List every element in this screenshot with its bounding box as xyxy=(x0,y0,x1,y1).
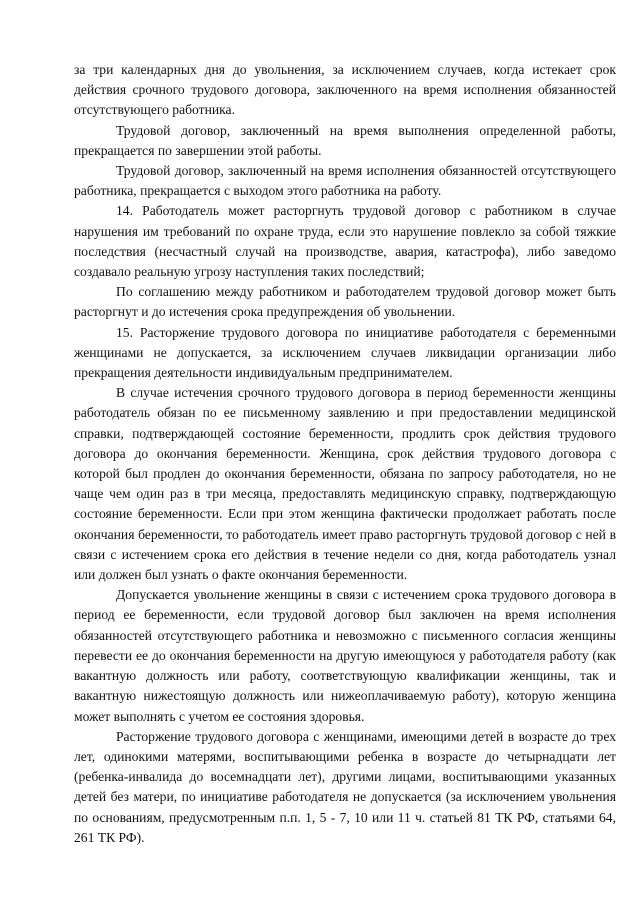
paragraph: Допускается увольнение женщины в связи с истечением срока трудового договора в период ее беременности, если трудовой договор был заключен на время исполнения обязанностей отсутствующего работника и невозможно с письменного согласия женщины перевести ее до окончания беременности на другую имеющуюся у работодателя работу (как вакантную должность или работу, соответствующую квалификации женщины, так и вакантную нижестоящую должность или нижеоплачиваемую работу), которую женщина может выполнять с учетом ее состояния здоровья. xyxy=(74,587,616,724)
document-page xyxy=(74,60,616,848)
paragraph: Расторжение трудового договора с женщинами, имеющими детей в возрасте до трех лет, одинокими матерями, воспитывающими ребенка в возрасте до четырнадцати лет (ребенка-инвалида до восемнадцати лет), другими лицами, воспитывающими указанных детей без матери, по инициативе работодателя не допускается (за исключением увольнения по основаниям, предусмотренным п.п. 1, 5 - 7, 10 или 11 ч. статьей 81 ТК РФ, статьями 64, 261 ТК РФ). xyxy=(74,728,616,845)
paragraph: за три календарных дня до увольнения, за исключением случаев, когда истекает срок действия срочного трудового договора, заключенного на время исполнения обязанностей отсутствующего работника. xyxy=(74,62,616,118)
paragraph: Трудовой договор, заключенный на время исполнения обязанностей отсутствующего работника, прекращается с выходом этого работника на работу. xyxy=(74,163,616,199)
paragraph: В случае истечения срочного трудового договора в период беременности женщины работодатель обязан по ее письменному заявлению и при предоставлении медицинской справки, подтверждающей состояние беременности, продлить срок действия трудового договора до окончания беременности. Женщина, срок действия трудового договора с которой был продлен до окончания беременности, обязана по запросу работодателя, но не чаще чем один раз в три месяца, предоставлять медицинскую справку, подтверждающую состояние беременности. Если при этом женщина фактически продолжает работать после окончания беременности, то работодатель имеет право расторгнуть трудовой договор с ней в связи с истечением срока его действия в течение недели со дня, когда работодатель узнал или должен был узнать о факте окончания беременности. xyxy=(74,385,616,583)
paragraph: 15. Расторжение трудового договора по инициативе работодателя с беременными женщинами не допускается, за исключением случаев ликвидации организации либо прекращения деятельности индивидуальным предпринимателем. xyxy=(74,324,616,381)
paragraph: 14. Работодатель может расторгнуть трудовой договор с работником в случае нарушения им требований по охране труда, если это нарушение повлекло за собой тяжкие последствия (несчастный случай на производстве, авария, катастрофа), либо заведомо создавало реальную угрозу наступления таких последствий; xyxy=(74,203,616,280)
paragraph: Трудовой договор, заключенный на время выполнения определенной работы, прекращается по завершении этой работы. xyxy=(74,122,616,158)
paragraph: По соглашению между работником и работодателем трудовой договор может быть расторгнут и до истечения срока предупреждения об увольнении. xyxy=(74,284,616,320)
